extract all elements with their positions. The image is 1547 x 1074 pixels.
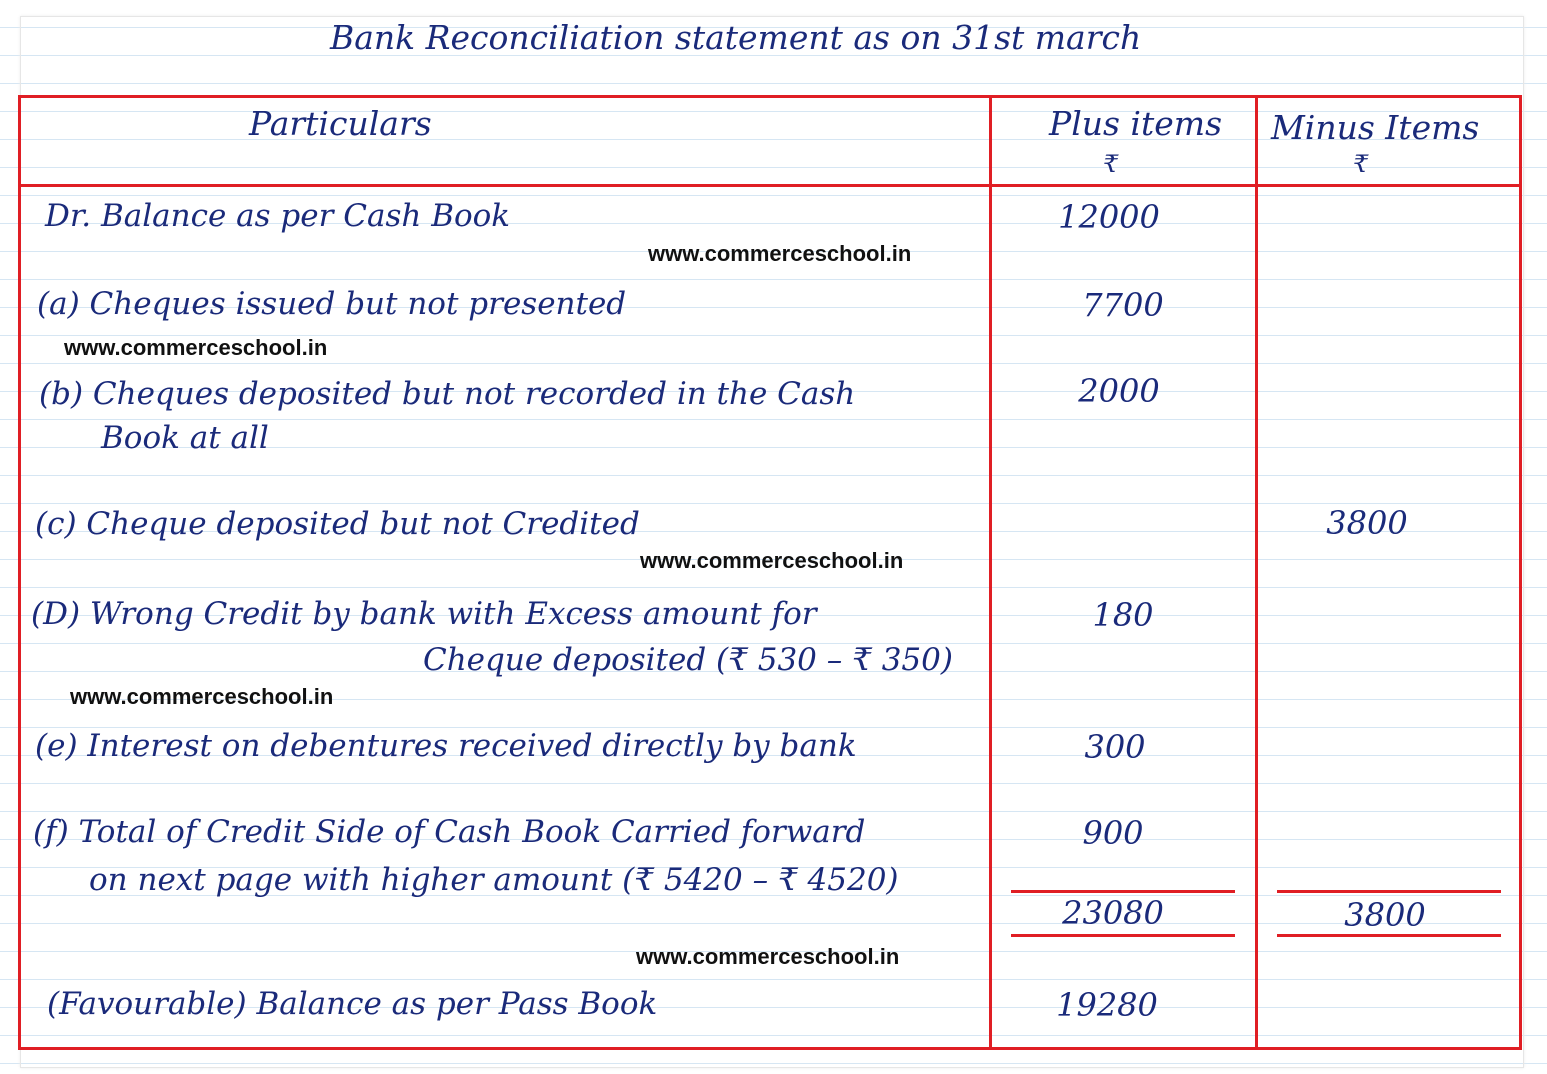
minus-total-rule-top — [1277, 890, 1501, 893]
row-a-text: (a) Cheques issued but not presented — [37, 286, 627, 322]
header-divider — [21, 184, 1519, 187]
row-f-text-cont: on next page with higher amount (₹ 5420 – ₹ 4520) — [89, 862, 899, 898]
minus-total: 3800 — [1344, 896, 1426, 934]
row-f-text: (f) Total of Credit Side of Cash Book Carried forward — [33, 814, 866, 850]
row-c-text: (c) Cheque deposited but not Credited — [35, 506, 640, 542]
balance-pass-book-plus: 19280 — [1056, 986, 1158, 1024]
plus-total-rule-top — [1011, 890, 1235, 893]
header-minus-rupee: ₹ — [1353, 150, 1369, 178]
header-particulars: Particulars — [249, 104, 432, 143]
row-c-minus: 3800 — [1326, 504, 1408, 542]
row-d-text-cont: Cheque deposited (₹ 530 – ₹ 350) — [423, 642, 953, 678]
minus-total-rule-bottom — [1277, 934, 1501, 937]
column-divider-plus — [989, 98, 992, 1047]
row-d-text: (D) Wrong Credit by bank with Excess amount for — [31, 596, 817, 632]
row-a-plus: 7700 — [1082, 286, 1164, 324]
watermark: www.commerceschool.in — [70, 684, 334, 709]
watermark: www.commerceschool.in — [648, 241, 912, 266]
header-plus-items: Plus items — [1049, 104, 1223, 143]
row-f-plus: 900 — [1082, 814, 1144, 852]
row-b-plus: 2000 — [1078, 372, 1160, 410]
column-divider-minus — [1255, 98, 1258, 1047]
row-d-plus: 180 — [1092, 596, 1154, 634]
row-e-plus: 300 — [1084, 728, 1146, 766]
watermark: www.commerceschool.in — [640, 548, 904, 573]
plus-total-rule-bottom — [1011, 934, 1235, 937]
header-plus-rupee: ₹ — [1103, 150, 1119, 178]
row-dr-balance-plus: 12000 — [1058, 198, 1160, 236]
page-title: Bank Reconciliation statement as on 31st march — [330, 18, 1142, 57]
row-b-text: (b) Cheques deposited but not recorded in the Cash — [39, 376, 856, 412]
plus-total: 23080 — [1062, 894, 1164, 932]
row-dr-balance-text: Dr. Balance as per Cash Book — [45, 198, 511, 234]
header-minus-items: Minus Items — [1271, 108, 1480, 147]
row-b-text-cont: Book at all — [101, 420, 269, 456]
watermark: www.commerceschool.in — [64, 335, 328, 360]
balance-pass-book-text: (Favourable) Balance as per Pass Book — [47, 986, 658, 1022]
watermark: www.commerceschool.in — [636, 944, 900, 969]
row-e-text: (e) Interest on debentures received directly by bank — [35, 728, 857, 764]
